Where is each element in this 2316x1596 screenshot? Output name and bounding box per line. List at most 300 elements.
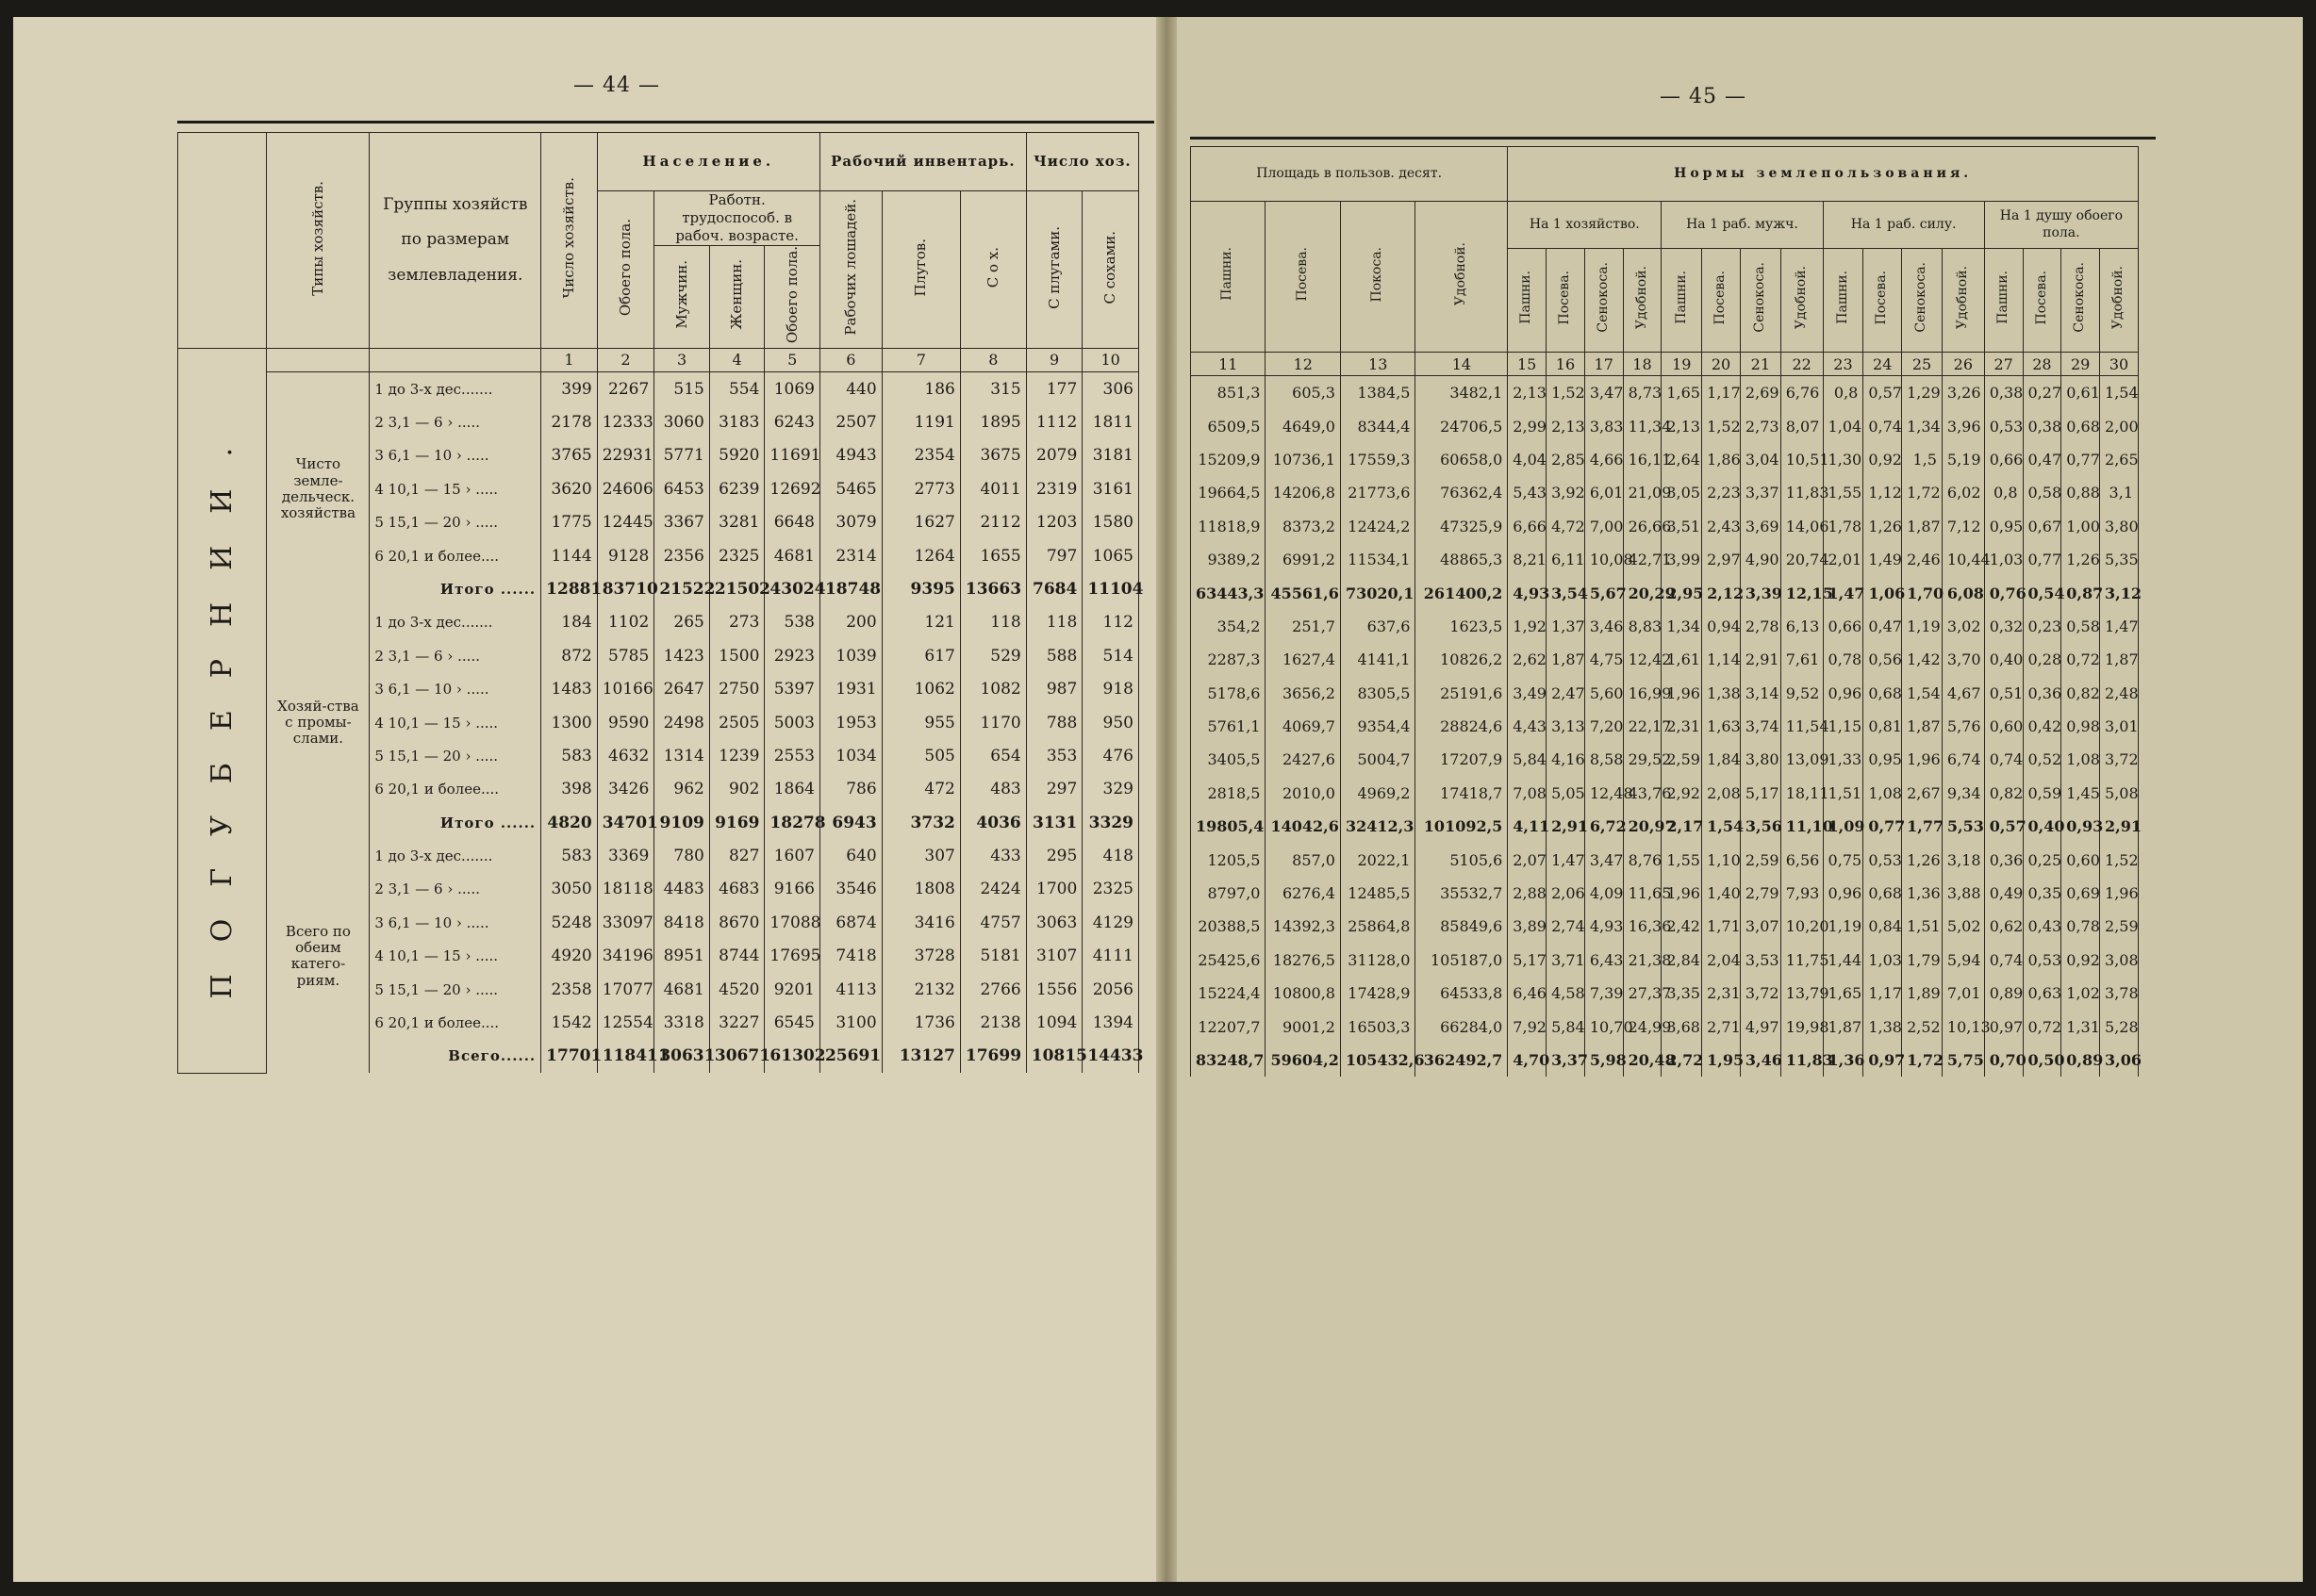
value-cell: 5761,1 bbox=[1191, 710, 1266, 743]
value-cell: 1,78 bbox=[1823, 510, 1863, 543]
value-cell: 105432,6 bbox=[1340, 1044, 1414, 1077]
total-cell: 3732 bbox=[882, 806, 960, 839]
value-cell: 4649,0 bbox=[1266, 409, 1340, 442]
value-cell: 3,72 bbox=[2100, 743, 2139, 776]
total-cell: 3131 bbox=[1026, 806, 1083, 839]
value-cell: 4,93 bbox=[1584, 910, 1623, 943]
value-cell: 433 bbox=[960, 839, 1026, 872]
value-cell: 1,19 bbox=[1823, 910, 1863, 943]
value-cell: 3,01 bbox=[2100, 710, 2139, 743]
value-cell: 0,74 bbox=[1984, 944, 2023, 977]
table-row bbox=[1191, 510, 2139, 543]
farm-type-label: Всего по обеим катего-риям. bbox=[267, 839, 370, 1073]
table-row bbox=[1191, 1010, 2139, 1043]
inventory-header: Рабочий инвентарь. bbox=[819, 133, 1026, 191]
column-number: 30 bbox=[2100, 353, 2139, 376]
value-cell: 0,50 bbox=[2023, 1044, 2061, 1077]
value-cell: 0,8 bbox=[1823, 376, 1863, 410]
value-cell: 0,58 bbox=[2023, 476, 2061, 509]
value-cell: 25425,6 bbox=[1191, 944, 1266, 977]
value-cell: 1627,4 bbox=[1266, 643, 1340, 676]
value-cell: 4,58 bbox=[1547, 977, 1585, 1010]
value-cell: 45561,6 bbox=[1266, 576, 1340, 609]
value-cell: 0,32 bbox=[1984, 610, 2023, 643]
value-cell: 2287,3 bbox=[1191, 643, 1266, 676]
value-cell: 2,52 bbox=[1902, 1010, 1943, 1043]
value-cell: 2,74 bbox=[1547, 910, 1585, 943]
value-cell: 17207,9 bbox=[1415, 743, 1508, 776]
value-cell: 5,98 bbox=[1584, 1044, 1623, 1077]
value-cell: 0,60 bbox=[1984, 710, 2023, 743]
value-cell: 1102 bbox=[597, 606, 654, 639]
groups-number-cell bbox=[370, 348, 541, 371]
total-cell: 30631 bbox=[654, 1040, 710, 1073]
value-cell: 2,17 bbox=[1662, 810, 1702, 843]
value-cell: 0,60 bbox=[2061, 843, 2100, 876]
value-cell: 60658,0 bbox=[1415, 443, 1508, 476]
value-cell: 2427,6 bbox=[1266, 743, 1340, 776]
value-cell: 16,36 bbox=[1623, 910, 1662, 943]
value-cell: 3,78 bbox=[2100, 977, 2139, 1010]
horses-header: Рабочих лошадей. bbox=[819, 191, 882, 349]
value-cell: 1239 bbox=[709, 739, 765, 772]
group-label: 3 6,1 — 10 › ..... bbox=[370, 439, 541, 472]
value-cell: 0,68 bbox=[1863, 877, 1902, 910]
value-cell: 20,48 bbox=[1623, 1044, 1662, 1077]
value-cell: 6,13 bbox=[1780, 610, 1823, 643]
value-cell: 12,15 bbox=[1780, 576, 1823, 609]
value-cell: 18118 bbox=[597, 873, 654, 906]
value-cell: 1,92 bbox=[1508, 610, 1547, 643]
value-cell: 0,40 bbox=[1984, 643, 2023, 676]
norm-hay-header: Сенокоса. bbox=[2061, 249, 2100, 353]
value-cell: 2267 bbox=[597, 371, 654, 405]
value-cell: 0,53 bbox=[1863, 843, 1902, 876]
value-cell: 0,47 bbox=[1863, 610, 1902, 643]
value-cell: 8,58 bbox=[1584, 743, 1623, 776]
value-cell: 6,08 bbox=[1942, 576, 1984, 609]
value-cell: 27,37 bbox=[1623, 977, 1662, 1010]
value-cell: 1,84 bbox=[1702, 743, 1741, 776]
value-cell: 2505 bbox=[709, 706, 765, 739]
value-cell: 0,58 bbox=[2061, 610, 2100, 643]
value-cell: 5,17 bbox=[1740, 777, 1780, 810]
column-number: 14 bbox=[1415, 353, 1508, 376]
value-cell: 8,73 bbox=[1623, 376, 1662, 410]
value-cell: 7,39 bbox=[1584, 977, 1623, 1010]
value-cell: 0,36 bbox=[2023, 677, 2061, 710]
value-cell: 617 bbox=[882, 639, 960, 672]
table-row bbox=[1191, 610, 2139, 643]
value-cell: 1,47 bbox=[2100, 610, 2139, 643]
column-number: 12 bbox=[1266, 353, 1340, 376]
value-cell: 4,11 bbox=[1508, 810, 1547, 843]
value-cell: 2,46 bbox=[1902, 543, 1943, 576]
value-cell: 1808 bbox=[882, 873, 960, 906]
table-row bbox=[1191, 777, 2139, 810]
column-number: 21 bbox=[1740, 353, 1780, 376]
value-cell: 3227 bbox=[709, 1006, 765, 1039]
value-cell: 2325 bbox=[1083, 873, 1139, 906]
value-cell: 3,70 bbox=[1942, 643, 1984, 676]
value-cell: 1,61 bbox=[1662, 643, 1702, 676]
value-cell: 177 bbox=[1026, 371, 1083, 405]
value-cell: 10800,8 bbox=[1266, 977, 1340, 1010]
left-table bbox=[177, 132, 1144, 1074]
sokhas-header: С о х. bbox=[960, 191, 1026, 349]
value-cell: 8305,5 bbox=[1340, 677, 1414, 710]
table-row bbox=[178, 839, 1139, 872]
value-cell: 3728 bbox=[882, 940, 960, 973]
value-cell: 1,31 bbox=[2061, 1010, 2100, 1043]
column-number: 23 bbox=[1823, 353, 1863, 376]
value-cell: 11,54 bbox=[1780, 710, 1823, 743]
value-cell: 73020,1 bbox=[1340, 576, 1414, 609]
total-cell: 21502 bbox=[709, 572, 765, 605]
value-cell: 1811 bbox=[1083, 405, 1139, 438]
norm-arable-header: Пашни. bbox=[1823, 249, 1863, 353]
value-cell: 2178 bbox=[541, 405, 598, 438]
group-label: 2 3,1 — 6 › ..... bbox=[370, 873, 541, 906]
group-label: 6 20,1 и более.... bbox=[370, 539, 541, 572]
value-cell: 10,20 bbox=[1780, 910, 1823, 943]
value-cell: 11,83 bbox=[1780, 476, 1823, 509]
value-cell: 5397 bbox=[765, 672, 820, 705]
norm-hay-header: Сенокоса. bbox=[1902, 249, 1943, 353]
value-cell: 0,52 bbox=[2023, 743, 2061, 776]
per-household-header: На 1 хозяйство. bbox=[1508, 202, 1662, 249]
value-cell: 1203 bbox=[1026, 505, 1083, 538]
value-cell: 1205,5 bbox=[1191, 843, 1266, 876]
value-cell: 3,1 bbox=[2100, 476, 2139, 509]
farm-type-label: Хозяй-ства с промы-слами. bbox=[267, 606, 370, 840]
value-cell: 2079 bbox=[1026, 439, 1083, 472]
value-cell: 1,02 bbox=[2061, 977, 2100, 1010]
value-cell: 3,80 bbox=[2100, 510, 2139, 543]
value-cell: 4,72 bbox=[1547, 510, 1585, 543]
norm-sown-header: Посева. bbox=[1547, 249, 1585, 353]
value-cell: 2,85 bbox=[1547, 443, 1585, 476]
value-cell: 3,26 bbox=[1942, 376, 1984, 410]
table-row bbox=[1191, 376, 2139, 410]
value-cell: 0,61 bbox=[2061, 376, 2100, 410]
value-cell: 0,96 bbox=[1823, 677, 1863, 710]
value-cell: 10826,2 bbox=[1415, 643, 1508, 676]
value-cell: 5,67 bbox=[1584, 576, 1623, 609]
value-cell: 3546 bbox=[819, 873, 882, 906]
value-cell: 6545 bbox=[765, 1006, 820, 1039]
total-cell: 4820 bbox=[541, 806, 598, 839]
column-number-row bbox=[1191, 353, 2139, 376]
value-cell: 2,31 bbox=[1702, 977, 1741, 1010]
value-cell: 472 bbox=[882, 773, 960, 806]
value-cell: 1,37 bbox=[1547, 610, 1585, 643]
value-cell: 8744 bbox=[709, 940, 765, 973]
value-cell: 3107 bbox=[1026, 940, 1083, 973]
value-cell: 21773,6 bbox=[1340, 476, 1414, 509]
value-cell: 10,13 bbox=[1942, 1010, 1984, 1043]
column-number: 28 bbox=[2023, 353, 2061, 376]
value-cell: 1,30 bbox=[1823, 443, 1863, 476]
value-cell: 19805,4 bbox=[1191, 810, 1266, 843]
value-cell: 11,83 bbox=[1780, 1044, 1823, 1077]
value-cell: 1,12 bbox=[1863, 476, 1902, 509]
table-row bbox=[1191, 710, 2139, 743]
value-cell: 5,60 bbox=[1584, 677, 1623, 710]
value-cell: 4141,1 bbox=[1340, 643, 1414, 676]
group-label: 2 3,1 — 6 › ..... bbox=[370, 639, 541, 672]
value-cell: 6,66 bbox=[1508, 510, 1547, 543]
value-cell: 2,72 bbox=[1662, 1044, 1702, 1077]
value-cell: 1,47 bbox=[1823, 576, 1863, 609]
farm-type-label: Чисто земле-дельческ. хозяйства bbox=[267, 371, 370, 605]
value-cell: 66284,0 bbox=[1415, 1010, 1508, 1043]
norm-usable-header: Удобной. bbox=[1780, 249, 1823, 353]
book-gutter bbox=[1156, 17, 1177, 1582]
value-cell: 17428,9 bbox=[1340, 977, 1414, 1010]
value-cell: 1034 bbox=[819, 739, 882, 772]
value-cell: 6243 bbox=[765, 405, 820, 438]
value-cell: 297 bbox=[1026, 773, 1083, 806]
value-cell: 1,70 bbox=[1902, 576, 1943, 609]
total-cell: 18748 bbox=[819, 572, 882, 605]
value-cell: 1,03 bbox=[1984, 543, 2023, 576]
value-cell: 6,02 bbox=[1942, 476, 1984, 509]
value-cell: 2,95 bbox=[1662, 576, 1702, 609]
value-cell: 1,19 bbox=[1902, 610, 1943, 643]
total-cell: 18278 bbox=[765, 806, 820, 839]
group-label: 5 15,1 — 20 › ..... bbox=[370, 739, 541, 772]
value-cell: 1,87 bbox=[1902, 710, 1943, 743]
value-cell: 2354 bbox=[882, 439, 960, 472]
value-cell: 11534,1 bbox=[1340, 543, 1414, 576]
value-cell: 1,17 bbox=[1863, 977, 1902, 1010]
groups-header: Группы хозяйств по размерам землевладения. bbox=[370, 133, 541, 349]
value-cell: 3,72 bbox=[1740, 977, 1780, 1010]
value-cell: 0,95 bbox=[1984, 510, 2023, 543]
value-cell: 7,01 bbox=[1942, 977, 1984, 1010]
column-number: 25 bbox=[1902, 353, 1943, 376]
value-cell: 3,49 bbox=[1508, 677, 1547, 710]
value-cell: 18,11 bbox=[1780, 777, 1823, 810]
households-header: Число хозяйств. bbox=[541, 133, 598, 349]
value-cell: 118 bbox=[1026, 606, 1083, 639]
value-cell: 0,82 bbox=[2061, 677, 2100, 710]
value-cell: 17088 bbox=[765, 906, 820, 939]
value-cell: 1,26 bbox=[2061, 543, 2100, 576]
value-cell: 640 bbox=[819, 839, 882, 872]
value-cell: 0,40 bbox=[2023, 810, 2061, 843]
value-cell: 12692 bbox=[765, 472, 820, 505]
value-cell: 399 bbox=[541, 371, 598, 405]
per-male-worker-header: На 1 раб. мужч. bbox=[1662, 202, 1823, 249]
value-cell: 3,83 bbox=[1584, 409, 1623, 442]
value-cell: 2,67 bbox=[1902, 777, 1943, 810]
value-cell: 11,65 bbox=[1623, 877, 1662, 910]
value-cell: 2,01 bbox=[1823, 543, 1863, 576]
value-cell: 6,43 bbox=[1584, 944, 1623, 977]
value-cell: 1,87 bbox=[2100, 643, 2139, 676]
value-cell: 4,93 bbox=[1508, 576, 1547, 609]
value-cell: 35532,7 bbox=[1415, 877, 1508, 910]
column-number: 8 bbox=[960, 348, 1026, 371]
table-row bbox=[1191, 910, 2139, 943]
value-cell: 654 bbox=[960, 739, 1026, 772]
group-label: 4 10,1 — 15 › ..... bbox=[370, 472, 541, 505]
top-rule-left bbox=[177, 121, 1154, 123]
value-cell: 0,67 bbox=[2023, 510, 2061, 543]
value-cell: 7,08 bbox=[1508, 777, 1547, 810]
value-cell: 1,54 bbox=[1902, 677, 1943, 710]
value-cell: 1,34 bbox=[1662, 610, 1702, 643]
value-cell: 0,27 bbox=[2023, 376, 2061, 410]
value-cell: 3,14 bbox=[1740, 677, 1780, 710]
value-cell: 1,96 bbox=[1902, 743, 1943, 776]
value-cell: 950 bbox=[1083, 706, 1139, 739]
value-cell: 1039 bbox=[819, 639, 882, 672]
value-cell: 6,11 bbox=[1547, 543, 1585, 576]
value-cell: 1655 bbox=[960, 539, 1026, 572]
value-cell: 251,7 bbox=[1266, 610, 1340, 643]
column-number: 16 bbox=[1547, 353, 1585, 376]
value-cell: 7,61 bbox=[1780, 643, 1823, 676]
value-cell: 4683 bbox=[709, 873, 765, 906]
value-cell: 476 bbox=[1083, 739, 1139, 772]
value-cell: 26,66 bbox=[1623, 510, 1662, 543]
value-cell: 16503,3 bbox=[1340, 1010, 1414, 1043]
value-cell: 11691 bbox=[765, 439, 820, 472]
value-cell: 6453 bbox=[654, 472, 710, 505]
value-cell: 1314 bbox=[654, 739, 710, 772]
value-cell: 261400,2 bbox=[1415, 576, 1508, 609]
value-cell: 24606 bbox=[597, 472, 654, 505]
value-cell: 1,38 bbox=[1702, 677, 1741, 710]
value-cell: 0,70 bbox=[1984, 1044, 2023, 1077]
value-cell: 9,34 bbox=[1942, 777, 1984, 810]
value-cell: 1,26 bbox=[1902, 843, 1943, 876]
value-cell: 2325 bbox=[709, 539, 765, 572]
value-cell: 3318 bbox=[654, 1006, 710, 1039]
column-number: 9 bbox=[1026, 348, 1083, 371]
value-cell: 4969,2 bbox=[1340, 777, 1414, 810]
value-cell: 2010,0 bbox=[1266, 777, 1340, 810]
value-cell: 0,72 bbox=[2023, 1010, 2061, 1043]
value-cell: 19664,5 bbox=[1191, 476, 1266, 509]
value-cell: 1,71 bbox=[1702, 910, 1741, 943]
value-cell: 2,07 bbox=[1508, 843, 1547, 876]
value-cell: 2,73 bbox=[1740, 409, 1780, 442]
page-number-right: — 45 — bbox=[1660, 85, 1746, 108]
value-cell: 200 bbox=[819, 606, 882, 639]
value-cell: 4113 bbox=[819, 973, 882, 1006]
value-cell: 5,19 bbox=[1942, 443, 1984, 476]
value-cell: 851,3 bbox=[1191, 376, 1266, 410]
value-cell: 9001,2 bbox=[1266, 1010, 1340, 1043]
value-cell: 2314 bbox=[819, 539, 882, 572]
with-ploughs-header: С плугами. bbox=[1026, 191, 1083, 349]
value-cell: 0,28 bbox=[2023, 643, 2061, 676]
value-cell: 6276,4 bbox=[1266, 877, 1340, 910]
value-cell: 2,91 bbox=[2100, 810, 2139, 843]
norm-hay-header: Сенокоса. bbox=[1584, 249, 1623, 353]
value-cell: 0,68 bbox=[1863, 677, 1902, 710]
column-number: 5 bbox=[765, 348, 820, 371]
value-cell: 1,40 bbox=[1702, 877, 1741, 910]
total-row bbox=[1191, 810, 2139, 843]
value-cell: 9,52 bbox=[1780, 677, 1823, 710]
types-header: Типы хозяйств. bbox=[267, 133, 370, 349]
value-cell: 43,76 bbox=[1623, 777, 1662, 810]
value-cell: 15224,4 bbox=[1191, 977, 1266, 1010]
value-cell: 0,94 bbox=[1702, 610, 1741, 643]
value-cell: 20,74 bbox=[1780, 543, 1823, 576]
value-cell: 3,46 bbox=[1740, 1044, 1780, 1077]
value-cell: 8797,0 bbox=[1191, 877, 1266, 910]
value-cell: 1,54 bbox=[2100, 376, 2139, 410]
value-cell: 4,67 bbox=[1942, 677, 1984, 710]
value-cell: 5,28 bbox=[2100, 1010, 2139, 1043]
value-cell: 1,87 bbox=[1823, 1010, 1863, 1043]
page-number-left: — 44 — bbox=[573, 74, 660, 97]
value-cell: 6,74 bbox=[1942, 743, 1984, 776]
ploughs-header: Плугов. bbox=[882, 191, 960, 349]
value-cell: 3,13 bbox=[1547, 710, 1585, 743]
norm-usable-header: Удобной. bbox=[1942, 249, 1984, 353]
value-cell: 3,56 bbox=[1740, 810, 1780, 843]
table-row bbox=[1191, 843, 2139, 876]
value-cell: 0,23 bbox=[2023, 610, 2061, 643]
value-cell: 4943 bbox=[819, 439, 882, 472]
value-cell: 3,92 bbox=[1547, 476, 1585, 509]
value-cell: 2,91 bbox=[1740, 643, 1780, 676]
area-sown-header: Посева. bbox=[1266, 202, 1340, 353]
norm-hay-header: Сенокоса. bbox=[1740, 249, 1780, 353]
table-row bbox=[1191, 409, 2139, 442]
value-cell: 2773 bbox=[882, 472, 960, 505]
value-cell: 4520 bbox=[709, 973, 765, 1006]
table-row bbox=[1191, 543, 2139, 576]
norm-usable-header: Удобной. bbox=[1623, 249, 1662, 353]
column-number: 29 bbox=[2061, 353, 2100, 376]
value-cell: 0,96 bbox=[1823, 877, 1863, 910]
value-cell: 2319 bbox=[1026, 472, 1083, 505]
total-cell: 3329 bbox=[1083, 806, 1139, 839]
value-cell: 0,72 bbox=[2061, 643, 2100, 676]
column-number: 2 bbox=[597, 348, 654, 371]
value-cell: 0,95 bbox=[1863, 743, 1902, 776]
value-cell: 8373,2 bbox=[1266, 510, 1340, 543]
value-cell: 0,77 bbox=[1863, 810, 1902, 843]
value-cell: 5,53 bbox=[1942, 810, 1984, 843]
value-cell: 6,01 bbox=[1584, 476, 1623, 509]
value-cell: 8670 bbox=[709, 906, 765, 939]
value-cell: 2356 bbox=[654, 539, 710, 572]
value-cell: 8,07 bbox=[1780, 409, 1823, 442]
value-cell: 1,54 bbox=[1702, 810, 1741, 843]
area-meadow-header: Покоса. bbox=[1340, 202, 1414, 353]
value-cell: 440 bbox=[819, 371, 882, 405]
value-cell: 3,88 bbox=[1942, 877, 1984, 910]
value-cell: 1,45 bbox=[2061, 777, 2100, 810]
value-cell: 0,92 bbox=[2061, 944, 2100, 977]
value-cell: 0,75 bbox=[1823, 843, 1863, 876]
value-cell: 0,38 bbox=[1984, 376, 2023, 410]
value-cell: 362492,7 bbox=[1415, 1044, 1508, 1077]
value-cell: 59604,2 bbox=[1266, 1044, 1340, 1077]
value-cell: 2112 bbox=[960, 505, 1026, 538]
total-cell: 21522 bbox=[654, 572, 710, 605]
value-cell: 3426 bbox=[597, 773, 654, 806]
